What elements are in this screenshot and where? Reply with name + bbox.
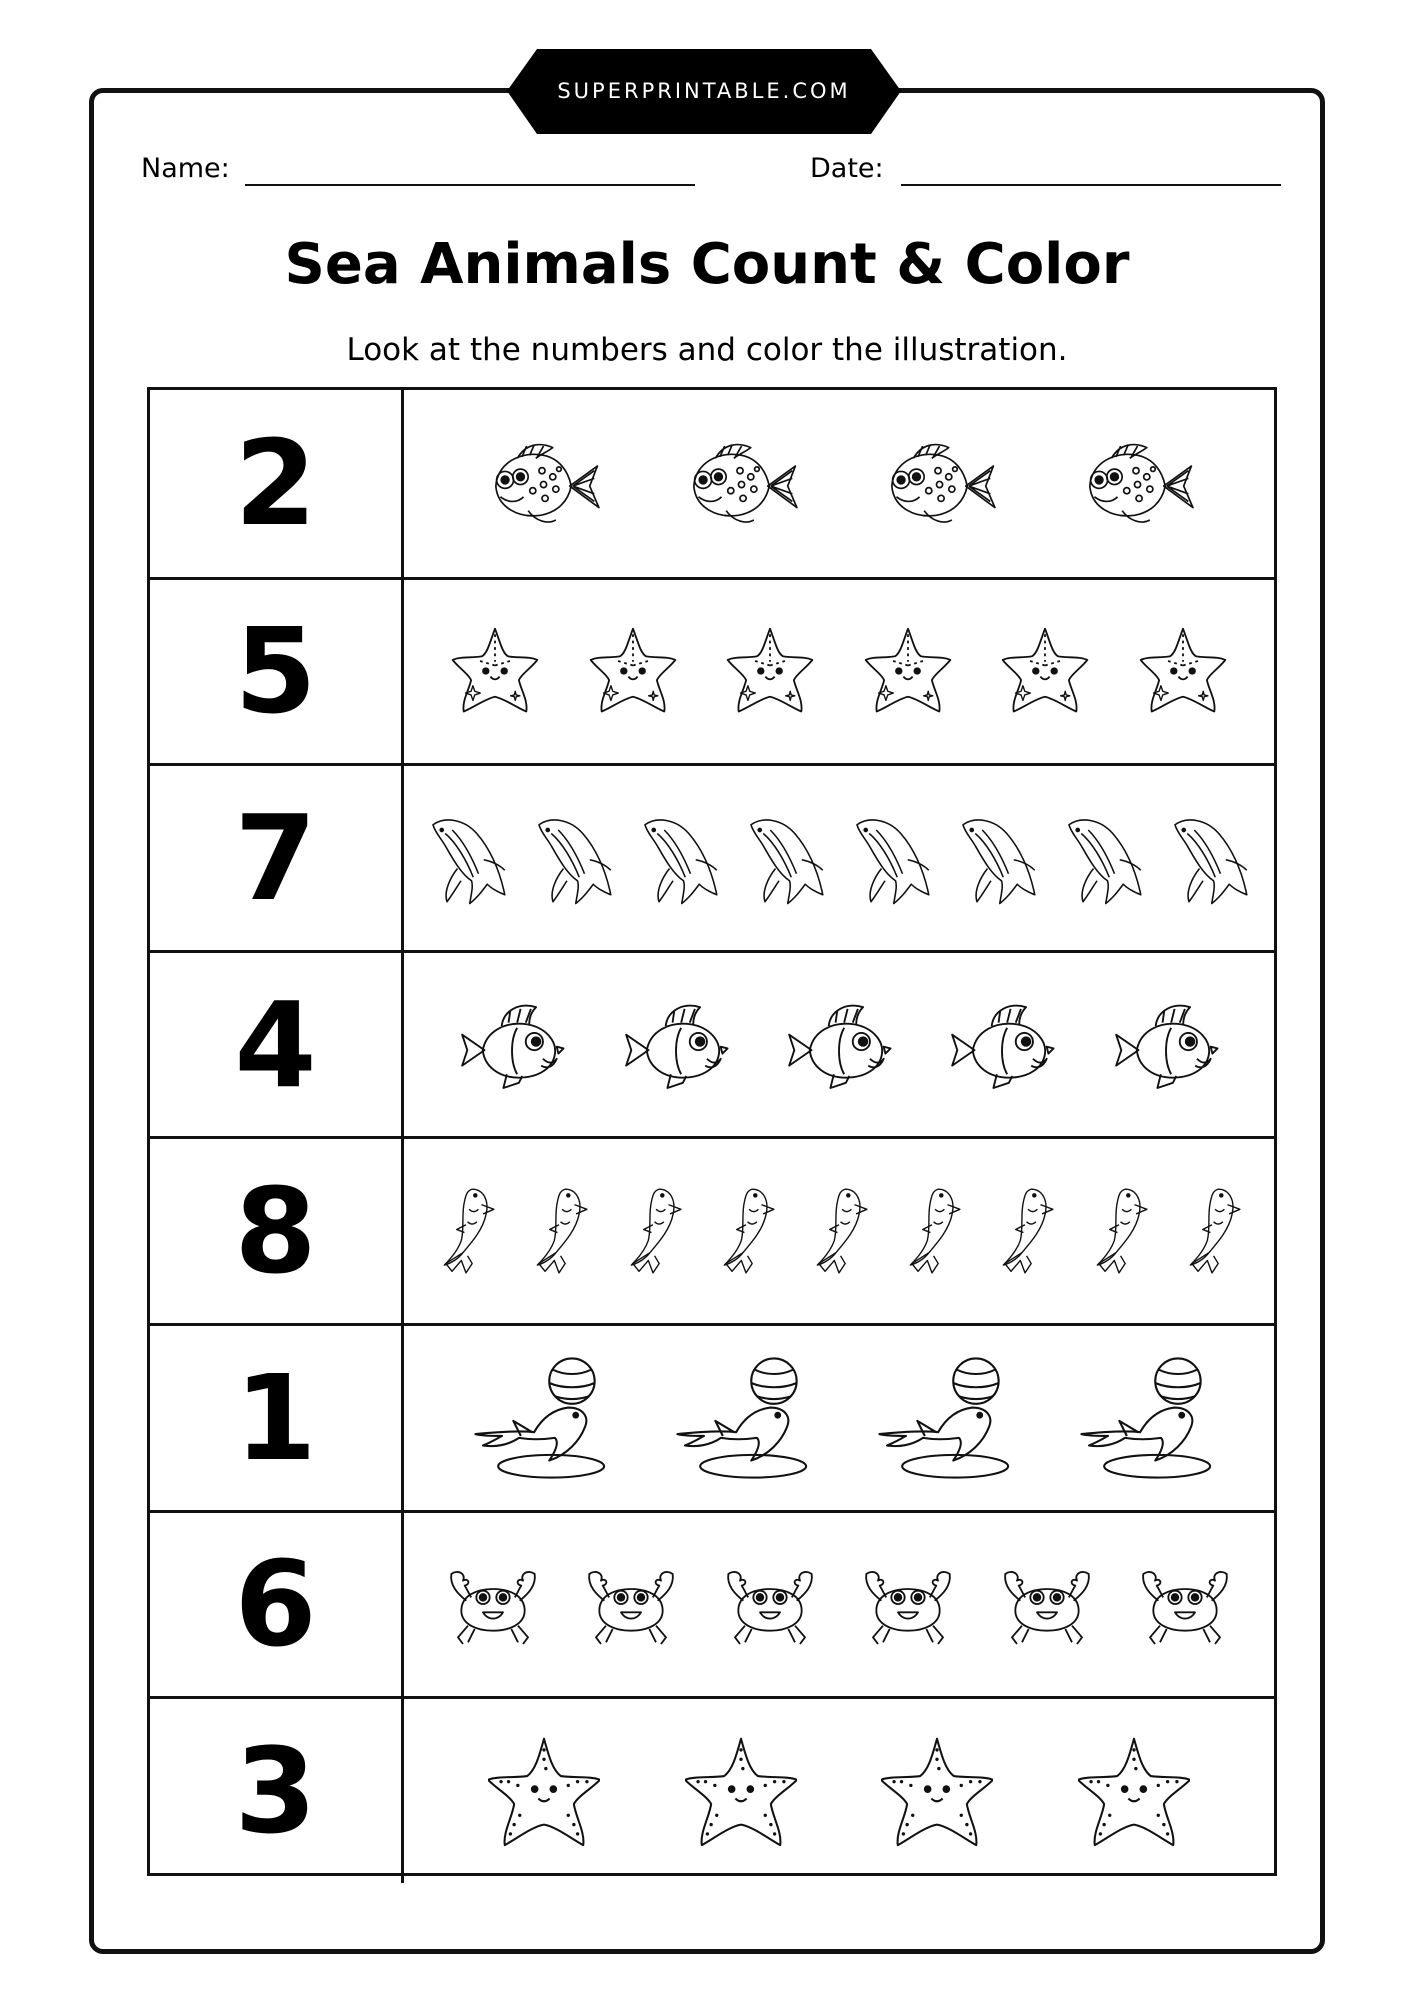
date-label: Date: [810, 153, 884, 184]
whale-icon[interactable] [850, 798, 934, 918]
animal-strip [404, 1139, 1274, 1323]
koi-icon[interactable] [1181, 1173, 1243, 1289]
animal-strip [404, 390, 1274, 577]
count-row [150, 390, 1274, 577]
whale-icon[interactable] [744, 798, 828, 918]
koi-icon[interactable] [715, 1173, 777, 1289]
clownfish-icon[interactable] [947, 996, 1057, 1094]
animal-strip [404, 1513, 1274, 1697]
dolphin-ball-icon[interactable] [1072, 1353, 1212, 1483]
fish-icon[interactable] [1076, 429, 1196, 537]
row-number: 7 [150, 766, 404, 950]
starfish-icon[interactable] [587, 625, 679, 717]
crab-icon[interactable] [720, 1556, 820, 1652]
koi-icon[interactable] [994, 1173, 1056, 1289]
starfish-dotted-icon[interactable] [1078, 1735, 1190, 1847]
koi-icon[interactable] [901, 1173, 963, 1289]
row-number: 1 [150, 1326, 404, 1510]
fish-icon[interactable] [482, 429, 602, 537]
whale-icon[interactable] [956, 798, 1040, 918]
animal-strip [404, 580, 1274, 764]
page-title: Sea Animals Count & Color [284, 232, 1130, 297]
koi-icon[interactable] [1088, 1173, 1150, 1289]
dolphin-ball-icon[interactable] [466, 1353, 606, 1483]
crab-icon[interactable] [581, 1556, 681, 1652]
clownfish-icon[interactable] [1111, 996, 1221, 1094]
koi-icon[interactable] [528, 1173, 590, 1289]
dolphin-ball-icon[interactable] [668, 1353, 808, 1483]
row-number: 3 [150, 1699, 404, 1883]
name-label: Name: [141, 153, 230, 184]
count-row [150, 950, 1274, 1137]
crab-icon[interactable] [443, 1556, 543, 1652]
instructions: Look at the numbers and color the illustration. [346, 332, 1068, 368]
count-row [150, 763, 1274, 950]
clownfish-icon[interactable] [784, 996, 894, 1094]
whale-icon[interactable] [638, 798, 722, 918]
row-number: 5 [150, 580, 404, 764]
whale-icon[interactable] [532, 798, 616, 918]
koi-icon[interactable] [808, 1173, 870, 1289]
starfish-icon[interactable] [862, 625, 954, 717]
crab-icon[interactable] [858, 1556, 958, 1652]
starfish-dotted-icon[interactable] [488, 1735, 600, 1847]
brand-tab [507, 49, 901, 134]
starfish-icon[interactable] [999, 625, 1091, 717]
count-row [150, 1696, 1274, 1883]
count-row [150, 1136, 1274, 1323]
whale-icon[interactable] [1168, 798, 1252, 918]
row-number: 8 [150, 1139, 404, 1323]
koi-icon[interactable] [435, 1173, 497, 1289]
count-row [150, 1323, 1274, 1510]
starfish-icon[interactable] [1137, 625, 1229, 717]
row-number: 6 [150, 1513, 404, 1697]
starfish-dotted-icon[interactable] [685, 1735, 797, 1847]
row-number: 2 [150, 390, 404, 577]
animal-strip [404, 1326, 1274, 1510]
brand-label: SUPERPRINTABLE.COM [557, 79, 851, 103]
starfish-icon[interactable] [449, 625, 541, 717]
clownfish-icon[interactable] [621, 996, 731, 1094]
animal-strip [404, 1699, 1274, 1883]
name-line[interactable] [245, 184, 695, 186]
row-number: 4 [150, 953, 404, 1137]
crab-icon[interactable] [997, 1556, 1097, 1652]
count-grid [147, 387, 1277, 1876]
animal-strip [404, 953, 1274, 1137]
date-line[interactable] [901, 184, 1281, 186]
fish-icon[interactable] [680, 429, 800, 537]
koi-icon[interactable] [622, 1173, 684, 1289]
count-row [150, 577, 1274, 764]
fish-icon[interactable] [878, 429, 998, 537]
count-row [150, 1510, 1274, 1697]
dolphin-ball-icon[interactable] [870, 1353, 1010, 1483]
whale-icon[interactable] [1062, 798, 1146, 918]
crab-icon[interactable] [1135, 1556, 1235, 1652]
whale-icon[interactable] [426, 798, 510, 918]
animal-strip [404, 766, 1274, 950]
clownfish-icon[interactable] [457, 996, 567, 1094]
starfish-icon[interactable] [724, 625, 816, 717]
starfish-dotted-icon[interactable] [881, 1735, 993, 1847]
